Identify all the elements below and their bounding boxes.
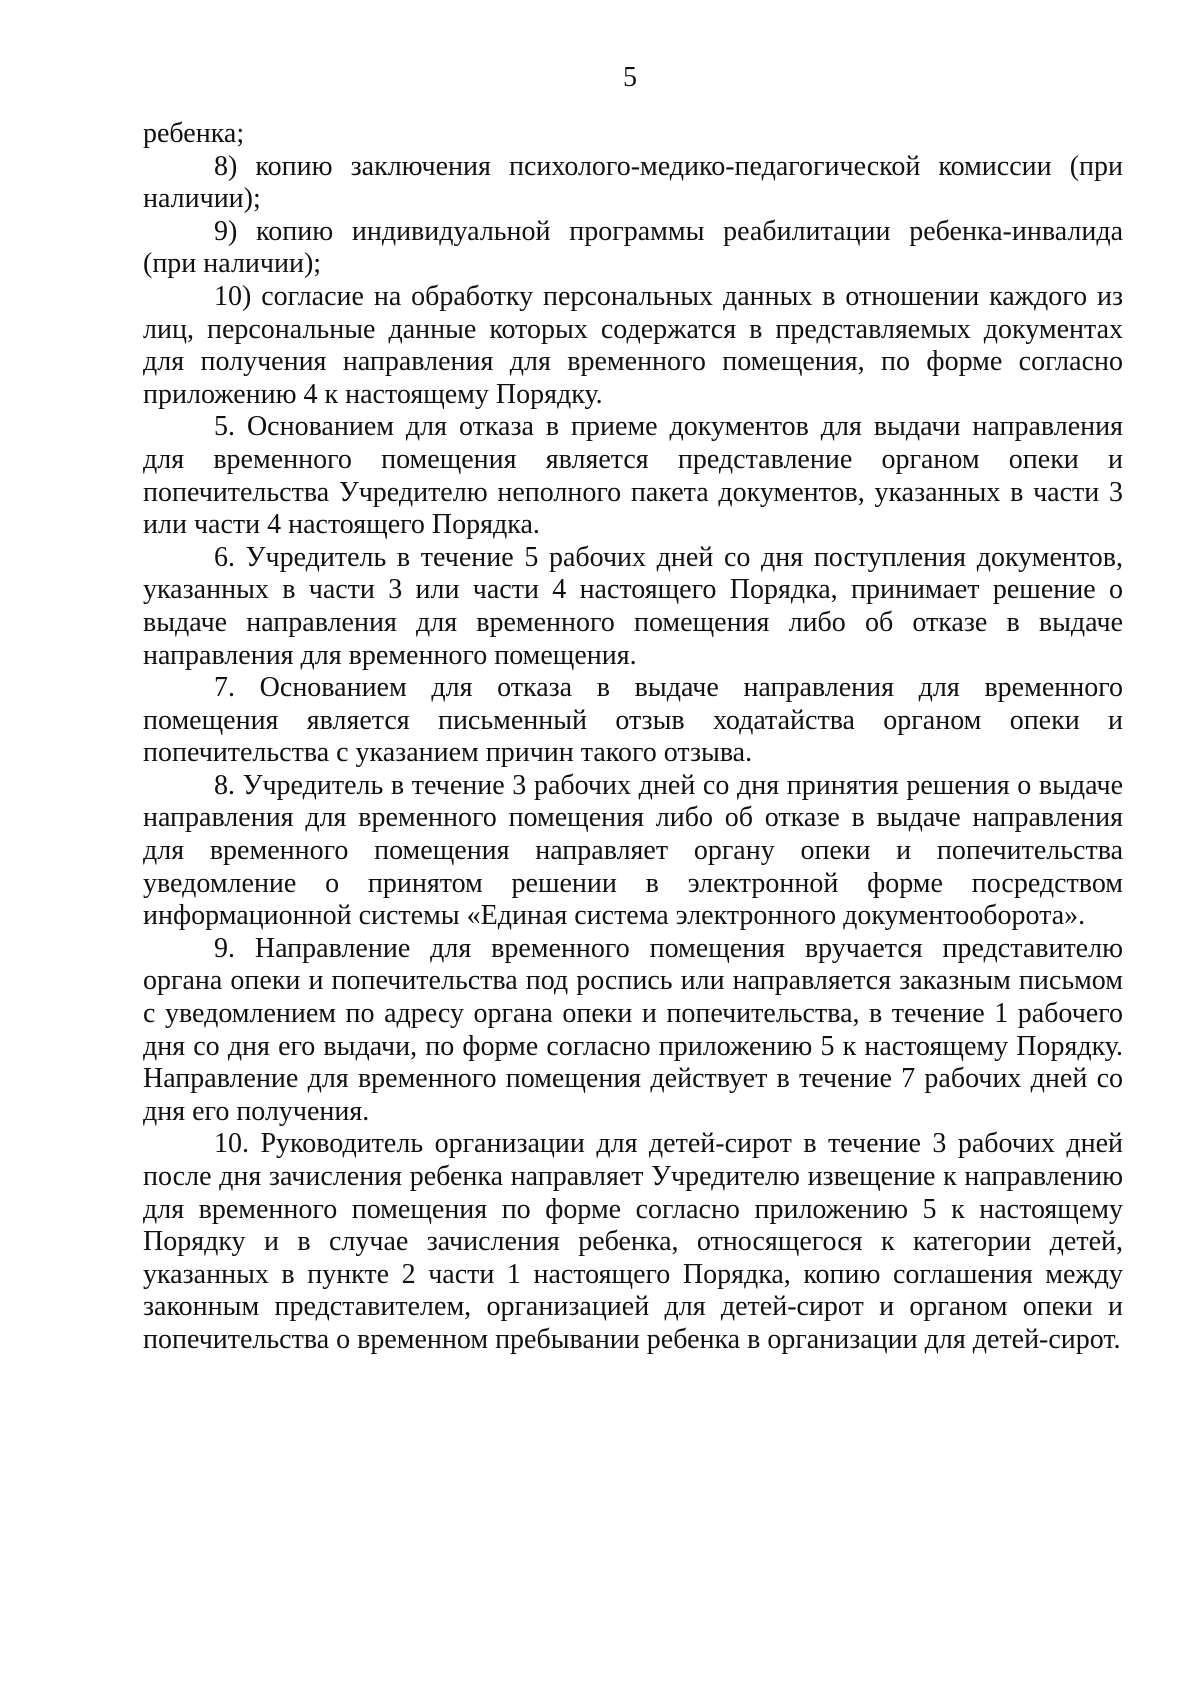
paragraph-continuation: ребенка; xyxy=(143,118,245,149)
document-body xyxy=(143,118,1123,1357)
paragraph-section-10: 10. Руководитель организации для детей-сирот в течение 3 рабочих дней после дня зачисления ребенка направляет Учредителю извещение к направлению для временного помещения по форме согласно приложению 5 к настоящему Порядку и в случае зачисления ребенка, относящегося к категории детей, указанных в пункте 2 части 1 настоящего Порядка, копию соглашения между законным представителем, организацией для детей-сирот и органом опеки и попечительства о временном пребывании ребенка в организации для детей-сирот. xyxy=(143,1128,1123,1355)
page-number: 5 xyxy=(623,62,637,93)
paragraph-item-8: 8) копию заключения психолого-медико-педагогической комиссии (при наличии); xyxy=(143,150,1123,215)
paragraph-item-9: 9) копию индивидуальной программы реабилитации ребенка-инвалида (при наличии); xyxy=(143,215,1123,280)
paragraph-section-7: 7. Основанием для отказа в выдаче направления для временного помещения является письменный отзыв ходатайства органом опеки и попечительства с указанием причин такого отзыва. xyxy=(143,672,1123,769)
paragraph-section-6: 6. Учредитель в течение 5 рабочих дней со дня поступления документов, указанных в части 3 или части 4 настоящего Порядка, принимает решение о выдаче направления для временного помещения либо об отказе в выдаче направления для временного помещения. xyxy=(143,541,1123,671)
paragraph-item-10: 10) согласие на обработку персональных данных в отношении каждого из лиц, персональные данные которых содержатся в представляемых документах для получения направления для временного помещения, по форме согласно приложению 4 к настоящему Порядку. xyxy=(143,280,1123,410)
paragraph-section-5: 5. Основанием для отказа в приеме документов для выдачи направления для временного помещения является представление органом опеки и попечительства Учредителю неполного пакета документов, указанных в части 3 или части 4 настоящего Порядка. xyxy=(143,411,1123,541)
paragraph-section-9: 9. Направление для временного помещения вручается представителю органа опеки и попечительства под роспись или направляется заказным письмом с уведомлением по адресу органа опеки и попечительства, в течение 1 рабочего дня со дня его выдачи, по форме согласно приложению 5 к настоящему Порядку. Направление для временного помещения действует в течение 7 рабочих дней со дня его получения. xyxy=(143,932,1123,1127)
paragraph-section-8: 8. Учредитель в течение 3 рабочих дней со дня принятия решения о выдаче направления для временного помещения либо об отказе в выдаче направления для временного помещения направляет органу опеки и попечительства уведомление о принятом решении в электронной форме посредством информационной системы «Единая система электронного документооборота». xyxy=(143,769,1123,932)
